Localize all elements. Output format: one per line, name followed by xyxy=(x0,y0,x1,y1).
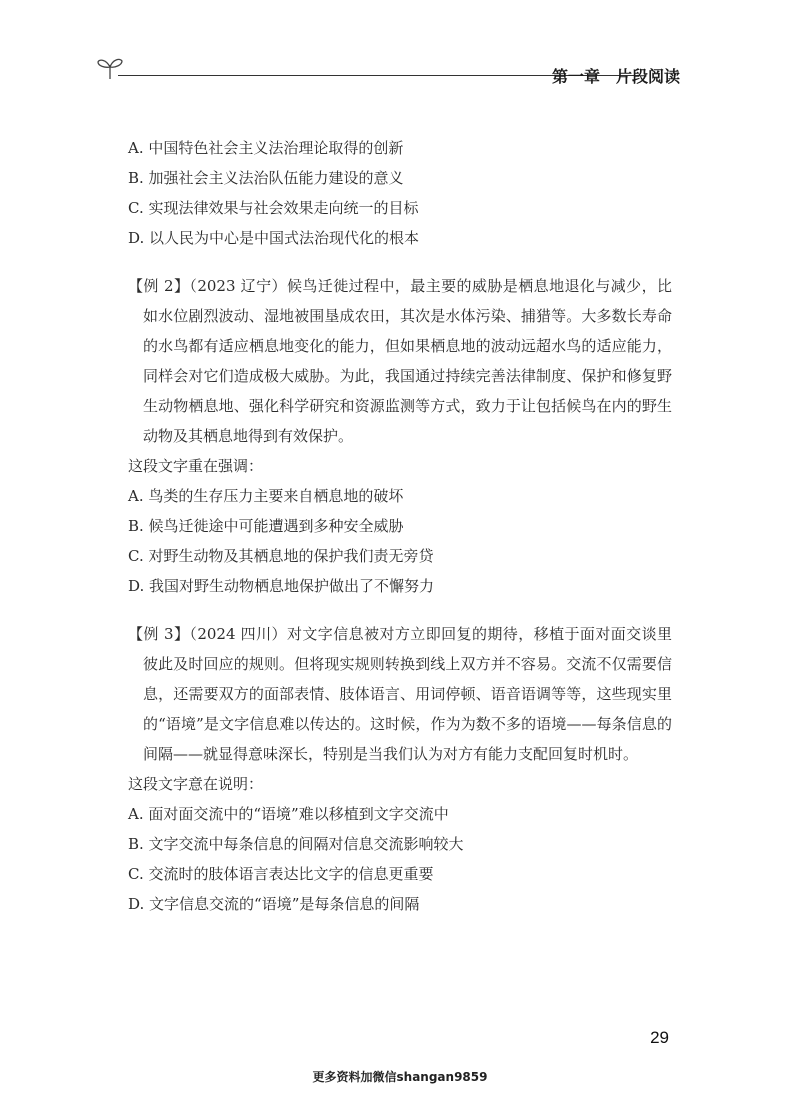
option-b: B. 候鸟迁徙途中可能遭遇到多种安全威胁 xyxy=(128,517,404,535)
option-b: B. 加强社会主义法治队伍能力建设的意义 xyxy=(128,169,404,187)
option-b: B. 文字交流中每条信息的间隔对信息交流影响较大 xyxy=(128,835,464,853)
chapter-title: 第一章 片段阅读 xyxy=(551,67,680,86)
option-c: C. 交流时的肢体语言表达比文字的信息更重要 xyxy=(128,865,434,883)
example-3-text: 对文字信息被对方立即回复的期待，移植于面对面交谈里彼此及时回应的规则。但将现实规则转换到线上双方并不容易。交流不仅需要信息，还需要双方的面部表情、肢体语言、用词停顿、语音语调等等，这些现实里的“语境”是文字信息难以传达的。这时候，作为为数不多的语境——每条信息的间隔——就显得意味深长，特别是当我们认为对方有能力支配回复时机时。 xyxy=(143,625,672,763)
example-2 xyxy=(128,271,672,601)
sprout-icon xyxy=(96,55,126,81)
option-d: D. 以人民为中心是中国式法治现代化的根本 xyxy=(128,229,420,247)
example-2-prompt: 这段文字重在强调： xyxy=(128,457,264,475)
example-2-text: 候鸟迁徙过程中，最主要的威胁是栖息地退化与减少，比如水位剧烈波动、湿地被围垦成农田，其次是水体污染、捕猎等。大多数长寿命的水鸟都有适应栖息地变化的能力，但如果栖息地的波动远超水鸟的适应能力，同样会对它们造成极大威胁。为此，我国通过持续完善法律制度、保护和修复野生动物栖息地、强化科学研究和资源监测等方式，致力于让包括候鸟在内的野生动物及其栖息地得到有效保护。 xyxy=(143,277,672,445)
example-2-source: （2023 辽宁） xyxy=(189,277,287,295)
option-a: A. 面对面交流中的“语境”难以移植到文字交流中 xyxy=(128,805,449,823)
page-number: 29 xyxy=(650,1028,669,1047)
page-header xyxy=(96,55,680,91)
prev-question-options xyxy=(128,133,672,253)
example-3-prompt: 这段文字意在说明： xyxy=(128,775,264,793)
page-content xyxy=(128,130,672,919)
example-3 xyxy=(128,619,672,919)
option-a: A. 鸟类的生存压力主要来自栖息地的破坏 xyxy=(128,487,404,505)
example-3-label: 【例 3】 xyxy=(128,625,190,643)
option-d: D. 我国对野生动物栖息地保护做出了不懈努力 xyxy=(128,577,435,595)
example-3-source: （2024 四川） xyxy=(189,625,287,643)
example-2-label: 【例 2】 xyxy=(128,277,190,295)
option-c: C. 实现法律效果与社会效果走向统一的目标 xyxy=(128,199,419,217)
option-a: A. 中国特色社会主义法治理论取得的创新 xyxy=(128,139,404,157)
example-3-paragraph xyxy=(128,619,672,769)
option-d: D. 文字信息交流的“语境”是每条信息的间隔 xyxy=(128,895,420,913)
example-2-paragraph xyxy=(128,271,672,451)
footer-note: 更多资料加微信shangan9859 xyxy=(312,1070,488,1084)
option-c: C. 对野生动物及其栖息地的保护我们责无旁贷 xyxy=(128,547,434,565)
